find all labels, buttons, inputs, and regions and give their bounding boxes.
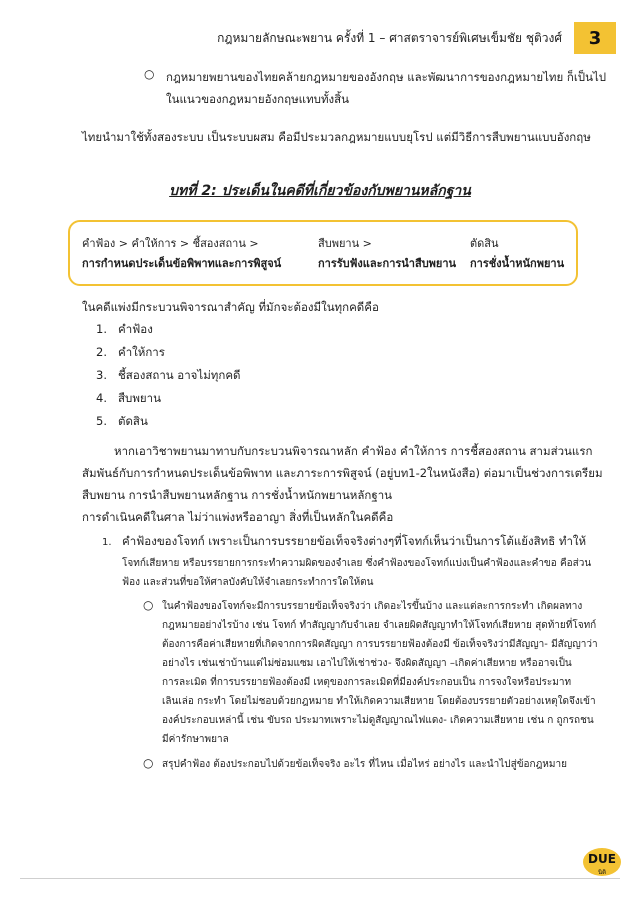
detail-line4b: - จึงผิดสัญญา –เกิดค่าเสียหาย หรืออาจเป็น — [388, 658, 572, 669]
flow-step-judgment — [470, 234, 564, 274]
detail-line6: เลินเล่อ กระทำ โดยไม่ชอบด้วยกฎหมาย ทำให้เกิดความเสียหาย โดยต้องบรรยายตัวอย่างเหตุใดจึงเข้า — [162, 696, 596, 707]
sub-item-line1: คำฟ้องของโจทก์ เพราะเป็นการบรรยายข้อเท็จจริงต่างๆที่โจทก์เห็นว่าเป็นการโต้แย้งสิทธิ ทำให้ — [122, 534, 587, 548]
body-para-line2: สัมพันธ์กับการกำหนดประเด็นข้อพิพาท และภาระการพิสูจน์ (อยู่บท1-2ในหนังสือ) ต่อมาเป็นช่วงการเตรียม — [82, 466, 603, 480]
detail-line7: องค์ประกอบเหล่านี้ เช่น ขับรถ ประมาทเพราะไม่ดูสัญญาณไฟแดง- เกิดความเสียหาย เช่น ก ถูกรถชน — [162, 715, 594, 726]
detail-line3: ต้องการคือค่าเสียหายที่เกิดจากการผิดสัญญา การบรรยายฟ้องต้องมี ข้อเท็จจริงว่ามีสัญญา- มีสัญญาว่า — [162, 639, 598, 650]
page-number-badge: 3 — [574, 22, 616, 54]
page-header — [217, 22, 616, 54]
body-para-line4: การดำเนินคดีในศาล ไม่ว่าแพ่งหรืออาญา สิ่งที่เป็นหลักในคดีคือ — [82, 510, 394, 524]
list-item: 4. สืบพยาน — [96, 391, 161, 405]
intro-bullet-line1: กฎหมายพยานของไทยคล้ายกฎหมายของอังกฤษ และพัฒนาการของกฎหมายไทย ก็เป็นไป — [166, 70, 607, 84]
detail-line5: การละเมิด ที่การบรรยายฟ้องต้องมี เหตุของการละเมิดที่มีองค์ประกอบเป็น การจงใจหรือประมาท — [162, 677, 572, 688]
intro-bullet-line2: ในแนวของกฎหมายอังกฤษแทบทั้งสิ้น — [166, 92, 350, 106]
list-item: 1. คำฟ้อง — [96, 322, 153, 336]
flow-phase-label: การรับฟังและการนำสืบพยาน — [318, 257, 457, 270]
circle-bullet-icon: ○ — [143, 756, 154, 770]
chapter-title: บทที่ 2: ประเด็นในคดีที่เกี่ยวข้องกับพยานหลักฐาน — [169, 183, 471, 199]
list-item: 2. คำให้การ — [96, 345, 165, 359]
circle-bullet-icon: ○ — [143, 598, 154, 612]
flow-step-pleadings — [82, 234, 281, 274]
header-title: กฎหมายลักษณะพยาน ครั้งที่ 1 – ศาสตราจารย์พิเศษเข็มชัย ชุติวงศ์ — [217, 30, 562, 45]
sub-item-line2: โจทก์เสียหาย หรือบรรยายการกระทำความผิดของจำเลย ซึ่งคำฟ้องของโจทก์แบ่งเป็นคำฟ้องและคำขอ คือส่วน — [122, 558, 592, 569]
detail-line8: มีค่ารักษาพยาล — [162, 734, 229, 745]
flow-phase-label: การกำหนดประเด็นข้อพิพาทและการพิสูจน์ — [82, 257, 282, 270]
procedure-list — [96, 318, 240, 433]
due-logo-icon — [580, 842, 624, 878]
flow-phase-label: การชั่งน้ำหนักพยาน — [470, 257, 565, 270]
list-item: 3. ชี้สองสถาน อาจไม่ทุกคดี — [96, 368, 241, 382]
flow-step-label: สืบพยาน > — [318, 237, 372, 250]
sub-item-number: 1. — [102, 537, 112, 548]
flow-step-evidence — [318, 234, 456, 274]
flow-step-label: ตัดสิน — [470, 237, 499, 250]
body-para-line3: สืบพยาน การนำสืบพยานหลักฐาน การชั่งน้ำหนักพยานหลักฐาน — [82, 488, 393, 502]
detail-line1: ในคำฟ้องของโจทก์จะมีการบรรยายข้อเท็จจริงว่า เกิดอะไรขึ้นบ้าง และแต่ละการกระทำ เกิดผลทาง — [162, 601, 583, 612]
logo-text: DUE — [588, 852, 616, 866]
intro-paragraph: ไทยนำมาใช้ทั้งสองระบบ เป็นระบบผสม คือมีประมวลกฎหมายแบบยุโรป แต่มีวิธีการสืบพยานแบบอังกฤษ — [82, 130, 591, 144]
circle-bullet-icon: ○ — [144, 67, 155, 81]
body-para-line1: หากเอาวิชาพยานมาทาบกับกระบวนพิจารณาหลัก คำฟ้อง คำให้การ การชี้สองสถาน สามส่วนแรก — [114, 444, 593, 458]
process-flow-box — [68, 220, 578, 286]
detail-line2: กฎหมายอย่างไรบ้าง เช่น โจทก์ ทำสัญญากับจำเลย จำเลยผิดสัญญาทำให้โจทก์เสียหาย สุดท้ายที่โจทก์ — [162, 620, 597, 631]
list-item: 5. ตัดสิน — [96, 414, 148, 428]
footer-divider — [20, 878, 620, 879]
sub-item-line3: ฟ้อง และส่วนที่ขอให้ศาลบังคับให้จำเลยกระทำการใดให้ตน — [122, 577, 374, 588]
flow-step-label: คำฟ้อง > คำให้การ > ชี้สองสถาน > — [82, 237, 259, 250]
detail-line4a: อย่างไร เช่นเช่าบ้านแต่ไม่ซ่อมแซม เอาไปให้เช่าช่วง — [162, 658, 388, 669]
list-intro: ในคดีแพ่งมีกระบวนพิจารณาสำคัญ ที่มักจะต้องมีในทุกคดีคือ — [82, 300, 379, 314]
logo-subtext: นิติ — [598, 869, 606, 876]
summary-bullet: สรุปคำฟ้อง ต้องประกอบไปด้วยข้อเท็จจริง อะไร ที่ไหน เมื่อไหร่ อย่างไร และนำไปสู่ข้อกฎหมาย — [162, 759, 567, 770]
